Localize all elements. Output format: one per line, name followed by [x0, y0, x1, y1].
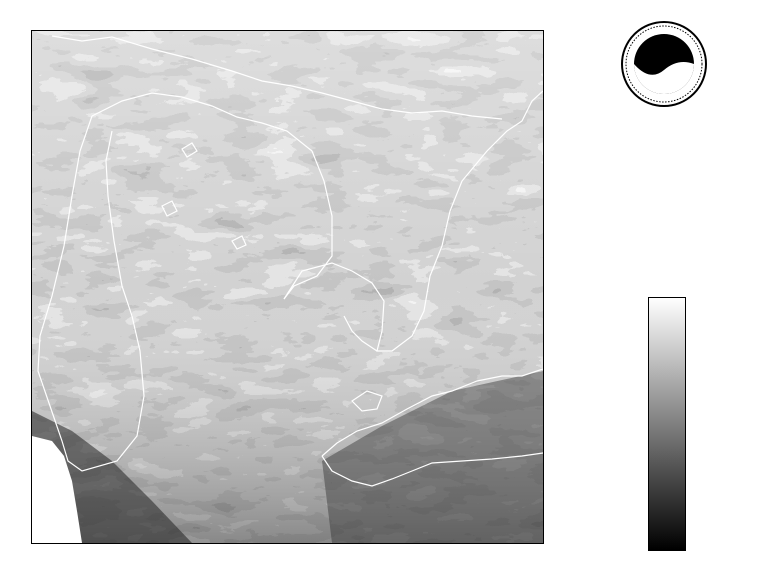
noaa-seal-icon: [620, 20, 708, 108]
acquisition-datetime: [593, 162, 611, 173]
satellite-map: [31, 30, 544, 544]
noaa-logo: [620, 20, 708, 108]
map-image: [32, 31, 543, 543]
colorbar: [648, 297, 686, 551]
